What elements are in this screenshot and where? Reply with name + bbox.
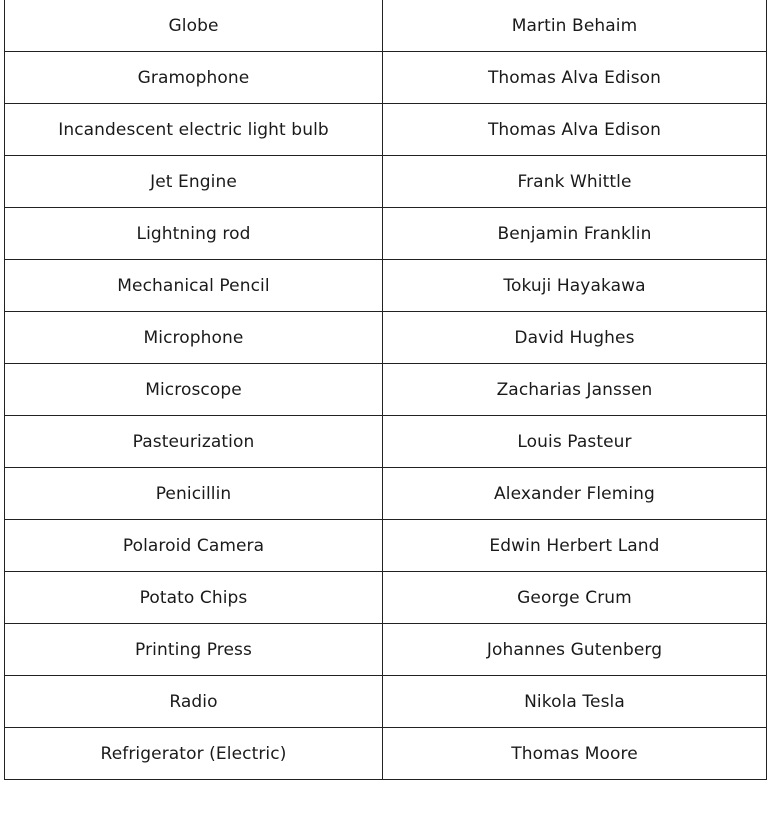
invention-cell: Potato Chips xyxy=(5,572,383,624)
invention-cell: Printing Press xyxy=(5,624,383,676)
invention-cell: Gramophone xyxy=(5,52,383,104)
inventor-cell: Thomas Alva Edison xyxy=(383,52,767,104)
table-row xyxy=(5,156,767,208)
inventor-cell: Martin Behaim xyxy=(383,0,767,52)
inventor-cell: Alexander Fleming xyxy=(383,468,767,520)
invention-cell: Penicillin xyxy=(5,468,383,520)
inventions-table xyxy=(4,0,767,780)
invention-cell: Radio xyxy=(5,676,383,728)
table-row xyxy=(5,312,767,364)
inventor-cell: Tokuji Hayakawa xyxy=(383,260,767,312)
inventor-cell: Frank Whittle xyxy=(383,156,767,208)
table-row xyxy=(5,52,767,104)
table-row xyxy=(5,104,767,156)
table-row xyxy=(5,364,767,416)
inventions-table-wrapper xyxy=(4,0,766,780)
inventions-table-body xyxy=(5,0,767,780)
table-row xyxy=(5,676,767,728)
table-row xyxy=(5,416,767,468)
invention-cell: Jet Engine xyxy=(5,156,383,208)
table-row xyxy=(5,208,767,260)
invention-cell: Incandescent electric light bulb xyxy=(5,104,383,156)
invention-cell: Lightning rod xyxy=(5,208,383,260)
invention-cell: Mechanical Pencil xyxy=(5,260,383,312)
invention-cell: Microphone xyxy=(5,312,383,364)
table-row xyxy=(5,624,767,676)
table-row xyxy=(5,468,767,520)
invention-cell: Microscope xyxy=(5,364,383,416)
table-row xyxy=(5,520,767,572)
inventor-cell: Thomas Moore xyxy=(383,728,767,780)
inventor-cell: Edwin Herbert Land xyxy=(383,520,767,572)
invention-cell: Polaroid Camera xyxy=(5,520,383,572)
inventor-cell: George Crum xyxy=(383,572,767,624)
inventor-cell: Thomas Alva Edison xyxy=(383,104,767,156)
invention-cell: Pasteurization xyxy=(5,416,383,468)
invention-cell: Refrigerator (Electric) xyxy=(5,728,383,780)
invention-cell: Globe xyxy=(5,0,383,52)
inventor-cell: Zacharias Janssen xyxy=(383,364,767,416)
table-row xyxy=(5,572,767,624)
inventor-cell: Benjamin Franklin xyxy=(383,208,767,260)
inventor-cell: Louis Pasteur xyxy=(383,416,767,468)
inventor-cell: Nikola Tesla xyxy=(383,676,767,728)
table-row xyxy=(5,0,767,52)
table-row xyxy=(5,728,767,780)
inventor-cell: Johannes Gutenberg xyxy=(383,624,767,676)
inventor-cell: David Hughes xyxy=(383,312,767,364)
table-row xyxy=(5,260,767,312)
